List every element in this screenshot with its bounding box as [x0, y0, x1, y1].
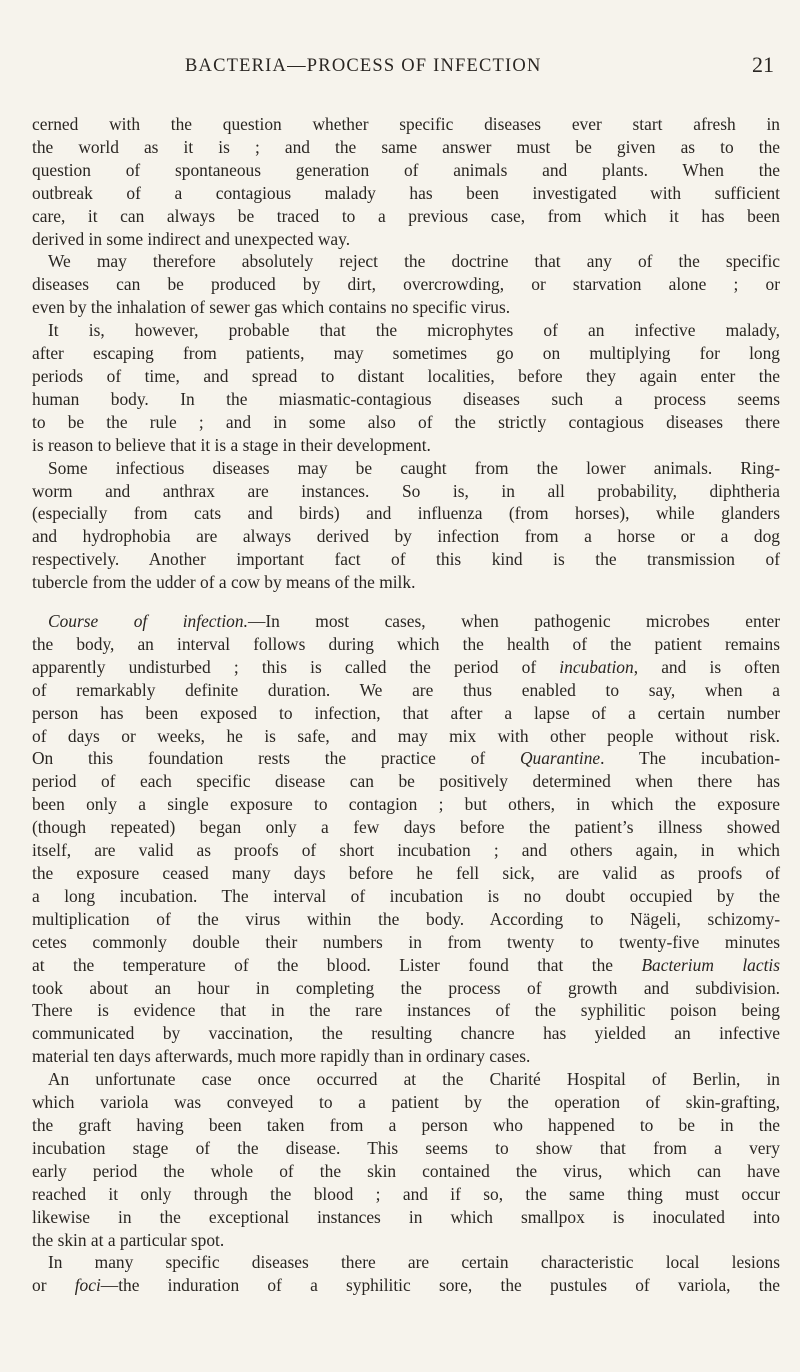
text-line: itself, are valid as proofs of short incubation ; and others again, in which [32, 840, 780, 861]
running-head: BACTERIA—PROCESS OF INFECTION [185, 56, 542, 76]
text-line: In many specific diseases there are certain characteristic local lesions [48, 1252, 780, 1273]
text-line: likewise in the exceptional instances in which smallpox is inoculated into [32, 1206, 780, 1227]
text-line: early period the whole of the skin contained the virus, which can have [32, 1160, 780, 1181]
section-heading: Course of infection. [48, 611, 248, 632]
text-line: period of each specific disease can be positively determined when there has [32, 771, 780, 792]
text-line: cerned with the question whether specific diseases ever start afresh in [32, 114, 780, 134]
text-line: the graft having been taken from a person who happened to be in the [32, 1114, 780, 1135]
text-line: (though repeated) began only a few days before the patient’s illness showed [32, 817, 780, 838]
text-line: reached it only through the blood ; and if so, the same thing must occur [32, 1183, 780, 1204]
text-line: question of spontaneous generation of animals and plants. When the [32, 159, 780, 180]
text-line: a long incubation. The interval of incubation is no doubt occupied by the [32, 885, 780, 906]
text-line: On this foundation rests the practice of Quarantine. The incubation- [32, 748, 781, 769]
text-line: which variola was conveyed to a patient by the operation of skin-grafting, [32, 1092, 780, 1113]
term-incubation: incubation [559, 656, 634, 677]
text-line: cetes commonly double their numbers in from twenty to twenty-five minutes [32, 931, 780, 952]
term-quarantine: Quarantine [519, 748, 601, 769]
text-line: is reason to believe that it is a stage in their development. [32, 434, 431, 455]
term-bacterium-lactis: Bacterium lactis [641, 954, 780, 975]
section-heading-line: Course of infection.—In most cases, when pathogenic microbes enter [48, 611, 781, 632]
text-line: and hydrophobia are always derived by infection from a horse or a dog [32, 526, 780, 547]
text-line: diseases can be produced by dirt, overcrowding, or starvation alone ; or [32, 274, 780, 295]
text-line: periods of time, and spread to distant localities, before they again enter the [32, 365, 780, 386]
text-line: human body. In the miasmatic-contagious diseases such a process seems [32, 388, 780, 409]
text-line: We may therefore absolutely reject the doctrine that any of the specific [48, 251, 780, 272]
text-line: of remarkably definite duration. We are thus enabled to say, when a [32, 679, 780, 700]
text-line: the skin at a particular spot. [32, 1229, 225, 1250]
text-line: or foci—the induration of a syphilitic sore, the pustules of variola, the [32, 1275, 780, 1296]
text-line: respectively. Another important fact of this kind is the transmission of [32, 549, 780, 570]
text-line: There is evidence that in the rare instances of the syphilitic poison being [32, 1000, 780, 1021]
text-line: even by the inhalation of sewer gas which contains no specific virus. [32, 297, 511, 318]
text-line: communicated by vaccination, the resulting chancre has yielded an infective [32, 1023, 780, 1044]
text-line: been only a single exposure to contagion ; but others, in which the exposure [32, 794, 780, 815]
text-line: (especially from cats and birds) and influenza (from horses), while glanders [32, 503, 780, 524]
text-line: care, it can always be traced to a previous case, from which it has been [32, 205, 780, 226]
text-line: the body, an interval follows during which the health of the patient remains [32, 633, 780, 654]
page-number: 21 [752, 52, 774, 77]
text-line: at the temperature of the blood. Lister found that the Bacterium lactis [32, 954, 780, 975]
term-foci: foci [74, 1275, 101, 1296]
text-line: took about an hour in completing the process of growth and subdivision. [32, 977, 780, 998]
text-line: outbreak of a contagious malady has been investigated with sufficient [32, 182, 780, 203]
text-line: An unfortunate case once occurred at the Charité Hospital of Berlin, in [48, 1069, 780, 1090]
text-line: tubercle from the udder of a cow by means of the milk. [32, 572, 416, 593]
text-line: It is, however, probable that the microphytes of an infective malady, [48, 320, 780, 341]
text-line: material ten days afterwards, much more rapidly than in ordinary cases. [32, 1046, 531, 1067]
text-line: worm and anthrax are instances. So is, in all probability, diphtheria [32, 480, 780, 501]
text-line: incubation stage of the disease. This seems to show that from a very [32, 1137, 780, 1158]
text-line: the exposure ceased many days before he fell sick, are valid as proofs of [32, 863, 780, 883]
text-line: apparently undisturbed ; this is called the period of incubation, and is often [32, 656, 780, 677]
text-line: to be the rule ; and in some also of the strictly contagious diseases there [32, 411, 780, 432]
text-line: Some infectious diseases may be caught from the lower animals. Ring- [48, 457, 780, 478]
body-text [32, 113, 780, 1297]
text-line: person has been exposed to infection, that after a lapse of a certain number [32, 702, 780, 723]
paragraph-gap [32, 594, 780, 610]
text-line: of days or weeks, he is safe, and may mix with other people without risk. [32, 725, 780, 746]
text-line: multiplication of the virus within the body. According to Nägeli, schizomy- [32, 908, 780, 929]
text-line: after escaping from patients, may sometimes go on multiplying for long [32, 343, 780, 364]
text-line: derived in some indirect and unexpected way. [32, 228, 351, 249]
text-line: the world as it is ; and the same answer must be given as to the [32, 136, 780, 157]
